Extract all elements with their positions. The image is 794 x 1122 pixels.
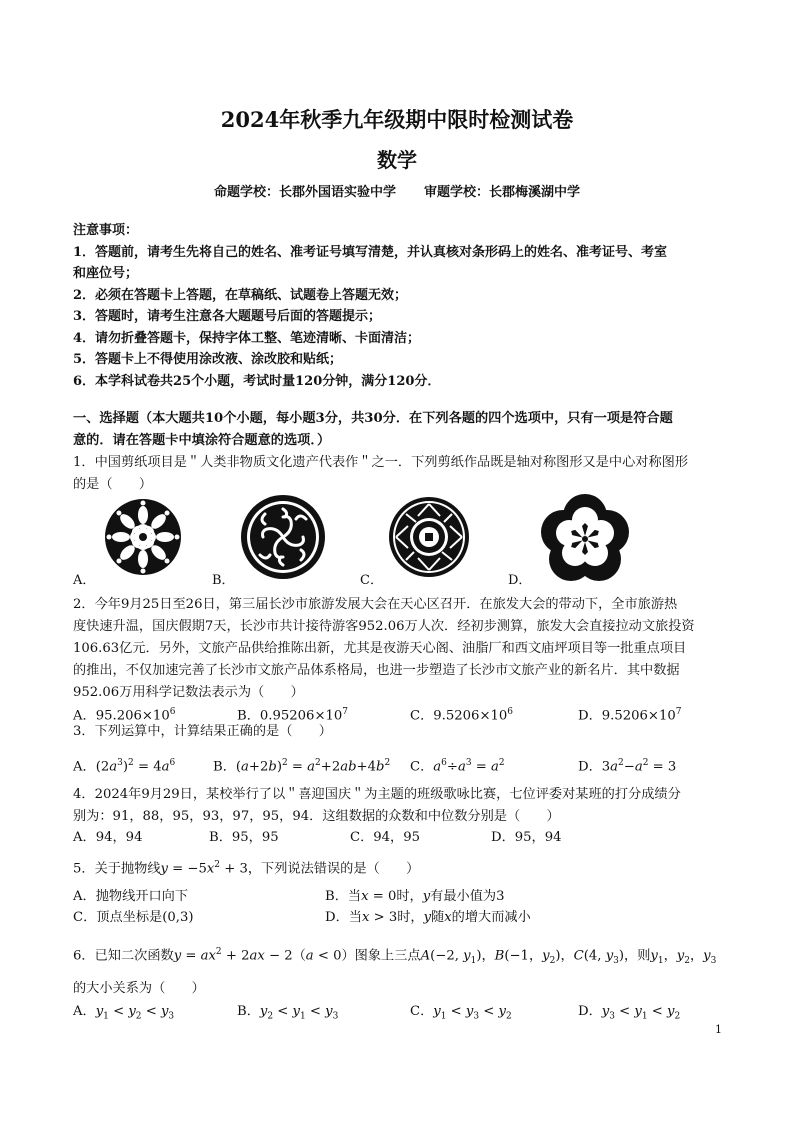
q1-option-a[interactable]: A． — [73, 573, 96, 588]
q4-option-b[interactable]: B．95，95 — [209, 830, 279, 845]
exam-title: 2024年秋季九年级期中限时检测试卷 — [220, 107, 574, 132]
page-number: 1 — [715, 1023, 722, 1036]
section-line: 一、选择题（本大题共10个小题，每小题3分，共30分．在下列各题的四个选项中，只有一项是符合题 — [73, 411, 673, 426]
question-6 — [73, 941, 733, 1000]
note-line: 2．必须在答题卡上答题，在草稿纸、试题卷上答题无效； — [73, 287, 408, 303]
papercut-c-image[interactable] — [388, 496, 470, 578]
q6-line: 6．已知二次函数$y = ax^2 + 2ax - 2(a < 0)$图象上三点A(−2, $y_1$)，B(−1，$y_2$)，C(4, $y_3$)，则$y_1$，$y_2$，$y_3$ — [73, 947, 717, 967]
q2-line: 度快速升温，国庆假期7天，长沙市共计接待游客952.06万人次．经初步测算，旅发大会直接拉动文旅投资 — [73, 619, 695, 634]
q4-option-a[interactable]: A．94，94 — [73, 830, 143, 845]
setter-school: 命题学校：长郡外国语实验中学 — [213, 185, 396, 200]
q4-option-d[interactable]: D．95，94 — [491, 830, 562, 845]
q6-option-b[interactable]: B．$y_2 < y_1 < y_3$ — [237, 1004, 339, 1022]
papercut-b-image[interactable] — [240, 494, 326, 580]
q3-option-a[interactable]: A．$(2a^3)^2 = 4a^6$ — [73, 758, 176, 775]
q6-option-d[interactable]: D．$y_3 < y_1 < y_2$ — [578, 1004, 681, 1022]
q6-line: 的大小关系为（ ） — [73, 981, 205, 997]
q4-line: 4．2024年9月29日，某校举行了以＂喜迎国庆＂为主题的班级歌咏比赛，七位评委对某班的打分成绩分 — [73, 787, 681, 802]
q2-option-a[interactable]: A．$95.206\times 10^6$ — [73, 707, 176, 724]
q5-options-row1 — [73, 886, 733, 908]
q2-option-d[interactable]: D．$9.5206\times 10^7$ — [578, 707, 682, 724]
q3-option-c[interactable]: C．$a^6\div a^3 = a^2$ — [410, 758, 505, 775]
note-line: 5．答题卡上不得使用涂改液、涂改胶和贴纸； — [73, 352, 343, 367]
note-line: 3．答题时，请考生注意各大题题号后面的答题提示； — [73, 309, 382, 324]
q1-line: 的是（ ） — [73, 477, 153, 492]
q5-option-b[interactable]: B．当x = 0时，y有最小值为3 — [325, 889, 505, 904]
q4-option-c[interactable]: C．94，95 — [350, 830, 421, 845]
q6-option-c[interactable]: C．$y_1 < y_3 < y_2$ — [410, 1004, 512, 1022]
question-1 — [73, 452, 733, 496]
q5-option-c[interactable]: C．顶点坐标是(0,3) — [73, 910, 194, 925]
q1-option-b[interactable]: B． — [212, 573, 235, 588]
q3-option-d[interactable]: D．$3a^2-a^2 = 3$ — [578, 758, 677, 775]
q3-options — [73, 752, 733, 774]
q1-option-d[interactable]: D． — [508, 573, 532, 588]
q2-line: 952.06万用科学记数法表示为（ ） — [73, 685, 304, 700]
q5-option-d[interactable]: D．当x > 3时，y随x的增大而减小 — [325, 910, 531, 925]
note-line: 和座位号； — [73, 266, 139, 281]
notes-heading: 注意事项： — [73, 223, 139, 238]
q1-option-c[interactable]: C． — [360, 573, 383, 588]
notes-block — [73, 220, 733, 392]
question-4 — [73, 784, 733, 828]
papercut-d-image[interactable] — [538, 492, 632, 586]
q4-line: 别为：91，88，95，93，97，95，94．这组数据的众数和中位数分别是（ ） — [73, 809, 560, 824]
q2-option-c[interactable]: C．$9.5206\times 10^6$ — [410, 707, 514, 724]
note-line: 6．本学科试卷共25个小题，考试时量120分钟，满分120分． — [73, 373, 441, 389]
q4-options — [73, 827, 733, 849]
subject-title: 数学 — [377, 148, 417, 172]
note-line: 1．答题前，请考生先将自己的姓名、准考证号填写清楚，并认真核对条形码上的姓名、准考证号、考室 — [73, 244, 668, 260]
reviewer-school: 审题学校：长郡梅溪湖中学 — [424, 185, 581, 200]
q5-options-row2 — [73, 907, 733, 929]
q2-options — [73, 701, 733, 723]
section-line: 意的．请在答题卡中填涂符合题意的选项．） — [73, 433, 331, 448]
q2-line: 的推出，不仅加速完善了长沙市文旅产品体系格局，也进一步塑造了长沙市文旅产业的新名片．其中数据 — [73, 663, 680, 678]
school-info — [0, 181, 794, 200]
q5-option-a[interactable]: A．抛物线开口向下 — [73, 889, 189, 904]
note-line: 4．请勿折叠答题卡，保持字体工整、笔迹清晰、卡面清洁； — [73, 330, 421, 346]
q1-line: 1．中国剪纸项目是＂人类非物质文化遗产代表作＂之一．下列剪纸作品既是轴对称图形又是中心对称图形 — [73, 455, 689, 470]
q2-line: 106.63亿元．另外，文旅产品供给推陈出新，尤其是夜游天心阁、油脂厂和西文庙坪项目等一批重点项目 — [73, 641, 687, 656]
q2-option-b[interactable]: B．$0.95206\times 10^7$ — [237, 707, 349, 724]
papercut-a-image[interactable] — [103, 497, 183, 577]
q6-option-a[interactable]: A．$y_1 < y_2 < y_3$ — [73, 1004, 175, 1022]
question-5: 5．关于抛物线$y = -5x^2 + 3$，下列说法错误的是（ ） — [73, 860, 420, 877]
question-2 — [73, 594, 733, 704]
section-heading — [73, 408, 733, 452]
q2-line: 2．今年9月25日至26日，第三届长沙市旅游发展大会在天心区召开．在旅发大会的带动下，全市旅游热 — [73, 597, 678, 612]
q6-options — [73, 1001, 733, 1023]
q3-option-b[interactable]: B．$(a+2b)^2 = a^2+2ab+4b^2$ — [213, 758, 391, 775]
question-3: 3．下列运算中，计算结果正确的是（ ） — [73, 724, 332, 739]
